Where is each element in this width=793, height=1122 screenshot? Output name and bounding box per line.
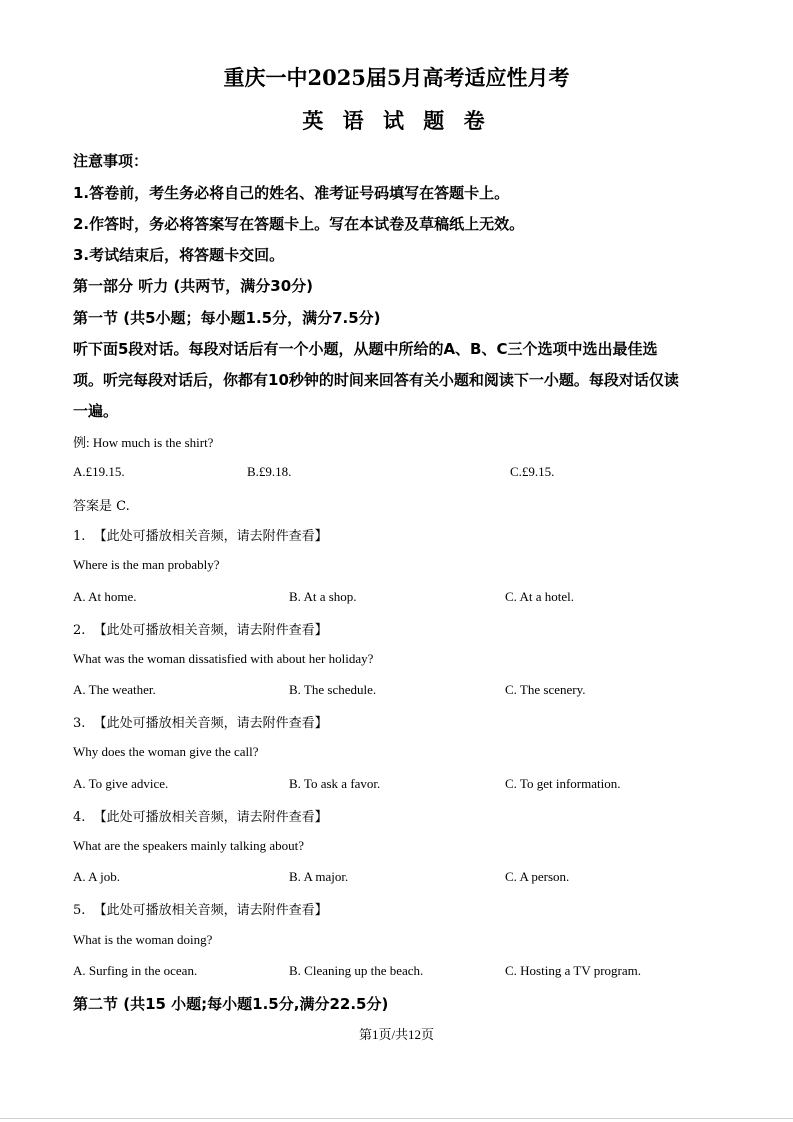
question-number: 1. xyxy=(73,529,86,544)
question-4-option-a: A. A job. xyxy=(73,869,120,884)
section2-heading: 第二节 (共15 小题;每小题1.5分,满分22.5分) xyxy=(73,995,389,1013)
audio-note: 【此处可播放相关音频，请去附件查看】 xyxy=(93,903,328,918)
question-1-audio[interactable] xyxy=(73,525,328,544)
question-2-text: What was the woman dissatisfied with about her holiday? xyxy=(73,651,374,666)
question-4-text: What are the speakers mainly talking about? xyxy=(73,838,305,853)
notice-item-1: 1.答卷前，考生务必将自己的姓名、准考证号码填写在答题卡上。 xyxy=(73,184,510,202)
example-option-a: A.£19.15. xyxy=(73,464,125,479)
question-4-audio[interactable] xyxy=(73,806,328,825)
instructions-line-2: 项。听完每段对话后，你都有10秒钟的时间来回答有关小题和阅读下一小题。每段对话仅读 xyxy=(73,371,679,389)
notice-item-3: 3.考试结束后，将答题卡交回。 xyxy=(73,246,285,264)
audio-note: 【此处可播放相关音频，请去附件查看】 xyxy=(93,623,328,638)
example-question: 例: How much is the shirt? xyxy=(73,435,214,450)
instructions-line-1: 听下面5段对话。每段对话后有一个小题，从题中所给的A、B、C三个选项中选出最佳选 xyxy=(73,340,658,358)
exam-title: 重庆一中2025届5月高考适应性月考 xyxy=(223,65,570,90)
example-option-b: B.£9.18. xyxy=(247,464,292,479)
question-2-option-b: B. The schedule. xyxy=(289,682,377,697)
notice-heading: 注意事项： xyxy=(73,152,149,170)
question-1-text: Where is the man probably? xyxy=(73,557,220,572)
example-option-c: C.£9.15. xyxy=(510,464,555,479)
question-number: 4. xyxy=(73,810,86,825)
question-number: 2. xyxy=(73,623,86,638)
page-number: 第1页/共12页 xyxy=(358,1027,435,1042)
audio-note: 【此处可播放相关音频，请去附件查看】 xyxy=(93,810,328,825)
instructions-line-3: 一遍。 xyxy=(73,402,119,420)
question-3-audio[interactable] xyxy=(73,712,328,731)
exam-subtitle: 英 语 试 题 卷 xyxy=(302,108,491,133)
question-3-option-a: A. To give advice. xyxy=(73,776,169,791)
question-1-option-a: A. At home. xyxy=(73,589,137,604)
question-2-audio[interactable] xyxy=(73,619,328,638)
question-number: 5. xyxy=(73,903,86,918)
example-answer: 答案是 C. xyxy=(73,499,130,514)
question-5-option-b: B. Cleaning up the beach. xyxy=(289,963,424,978)
audio-note: 【此处可播放相关音频，请去附件查看】 xyxy=(93,529,328,544)
part1-heading: 第一部分 听力 (共两节，满分30分) xyxy=(73,277,314,295)
question-1-option-c: C. At a hotel. xyxy=(505,589,574,604)
question-5-option-c: C. Hosting a TV program. xyxy=(505,963,642,978)
question-3-text: Why does the woman give the call? xyxy=(73,744,259,759)
question-4-option-c: C. A person. xyxy=(505,869,570,884)
section1-heading: 第一节 (共5小题；每小题1.5分，满分7.5分) xyxy=(73,309,381,327)
question-2-option-c: C. The scenery. xyxy=(505,682,586,697)
question-5-text: What is the woman doing? xyxy=(73,932,213,947)
audio-note: 【此处可播放相关音频，请去附件查看】 xyxy=(93,716,328,731)
question-2-option-a: A. The weather. xyxy=(73,682,156,697)
question-3-option-b: B. To ask a favor. xyxy=(289,776,381,791)
page-bottom-divider xyxy=(0,1118,793,1119)
question-number: 3. xyxy=(73,716,86,731)
question-5-option-a: A. Surfing in the ocean. xyxy=(73,963,198,978)
question-5-audio[interactable] xyxy=(73,899,328,918)
question-4-option-b: B. A major. xyxy=(289,869,349,884)
question-1-option-b: B. At a shop. xyxy=(289,589,357,604)
question-3-option-c: C. To get information. xyxy=(505,776,621,791)
notice-item-2: 2.作答时，务必将答案写在答题卡上。写在本试卷及草稿纸上无效。 xyxy=(73,215,525,233)
